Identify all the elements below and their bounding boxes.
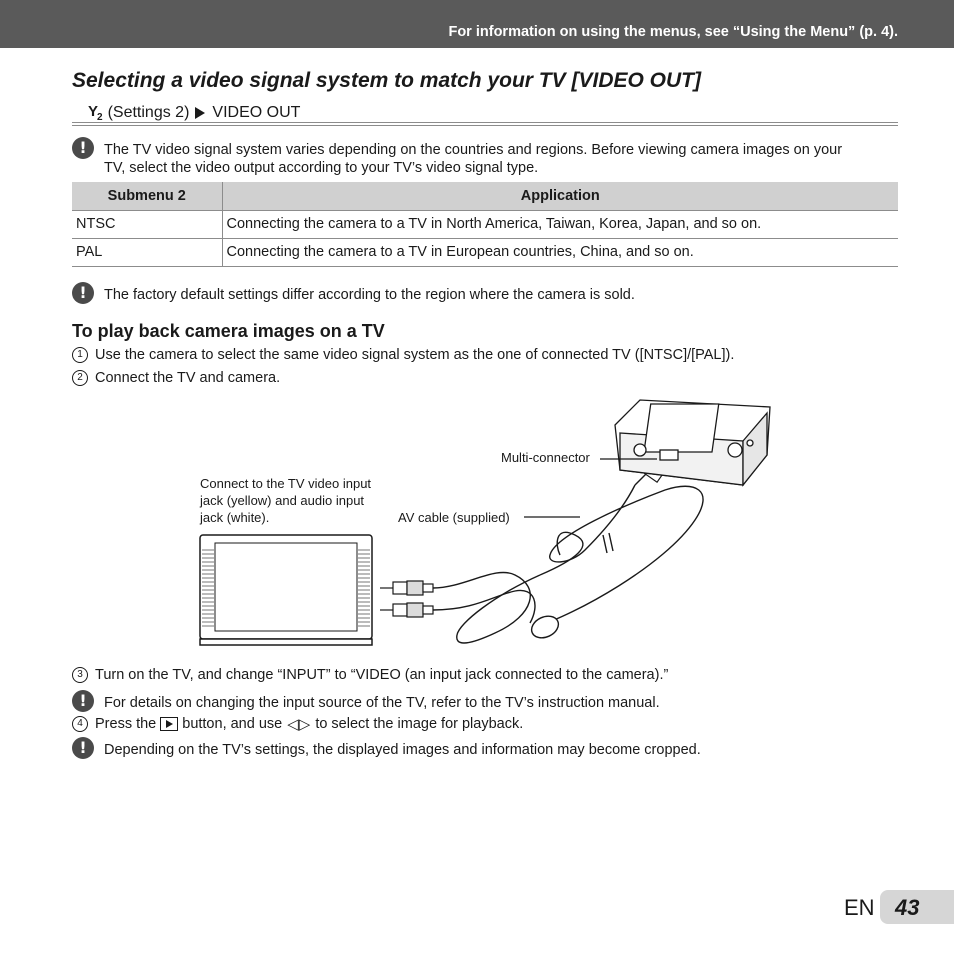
table-cell-submenu: PAL [72, 238, 222, 266]
camera-illustration [615, 400, 770, 485]
banner-text: For information on using the menus, see “Using the Menu” (p. 4). [448, 24, 898, 40]
step-number: 3 [72, 667, 88, 683]
table-row [72, 210, 898, 238]
table-header-submenu: Submenu 2 [72, 182, 222, 210]
table-cell-submenu: NTSC [72, 210, 222, 238]
multi-connector-label: Multi-connector [501, 450, 590, 465]
menu-rule [72, 125, 898, 126]
step-text: Connect the TV and camera. [95, 370, 281, 386]
step-1 [72, 347, 734, 363]
page-number: 43 [895, 895, 920, 920]
left-right-arrows-icon: ◁▷ [287, 716, 311, 733]
step-3 [72, 667, 668, 683]
table-cell-application: Connecting the camera to a TV in European countries, China, and so on. [222, 238, 898, 266]
step-text: Use the camera to select the same video signal system as the one of connected TV ([NTSC]/[PAL]). [95, 347, 735, 363]
top-banner [0, 0, 954, 48]
table-cell-application: Connecting the camera to a TV in North America, Taiwan, Korea, Japan, and so on. [222, 210, 898, 238]
caution-icon: ! [72, 737, 94, 759]
tv-illustration [200, 535, 372, 645]
note-input-source: For details on changing the input source of the TV, refer to the TV’s instruction manual. [104, 695, 660, 711]
menu-path [88, 103, 300, 123]
step-text-middle: button, and use [182, 716, 283, 732]
note-video-system: The TV video signal system varies depending on the countries and regions. Before viewing camera images on your TV, select the video output according to your TV’s video signal type. [104, 142, 843, 176]
step-number: 1 [72, 347, 88, 363]
settings-2-icon: $Y_2$ [88, 103, 102, 123]
section-title: Selecting a video signal system to match your TV [VIDEO OUT] [72, 69, 701, 92]
step-text-before: Press the [95, 716, 157, 732]
menu-path-item: VIDEO OUT [212, 104, 301, 121]
submenu-table [72, 182, 898, 267]
menu-path-settings: (Settings 2) [107, 104, 190, 121]
step-number: 2 [72, 370, 88, 386]
menu-rule [72, 122, 898, 123]
note-cropped: Depending on the TV’s settings, the displayed images and information may become cropped. [104, 742, 701, 758]
av-cable [433, 470, 703, 643]
caution-icon: ! [72, 282, 94, 304]
step-2 [72, 370, 280, 386]
step-text: Turn on the TV, and change “INPUT” to “VIDEO (an input jack connected to the camera).” [95, 667, 669, 683]
caution-icon: ! [72, 690, 94, 712]
step-4 [72, 715, 523, 733]
tv-input-label: Connect to the TV video input jack (yellow) and audio input jack (white). [200, 476, 372, 525]
page-language: EN [844, 895, 875, 920]
caution-icon: ! [72, 137, 94, 159]
table-row [72, 238, 898, 266]
table-header-application: Application [222, 182, 898, 210]
rca-plugs [380, 581, 433, 617]
arrow-right-icon [195, 107, 205, 119]
playback-button-icon [160, 717, 178, 731]
step-number: 4 [72, 716, 88, 732]
step-text-after: to select the image for playback. [315, 716, 524, 732]
av-cable-label: AV cable (supplied) [398, 510, 510, 525]
note-factory-default: The factory default settings differ according to the region where the camera is sold. [104, 287, 635, 303]
cable-break-mark [603, 533, 613, 553]
playback-title: To play back camera images on a TV [72, 321, 385, 341]
tv-connection-diagram [195, 395, 785, 660]
